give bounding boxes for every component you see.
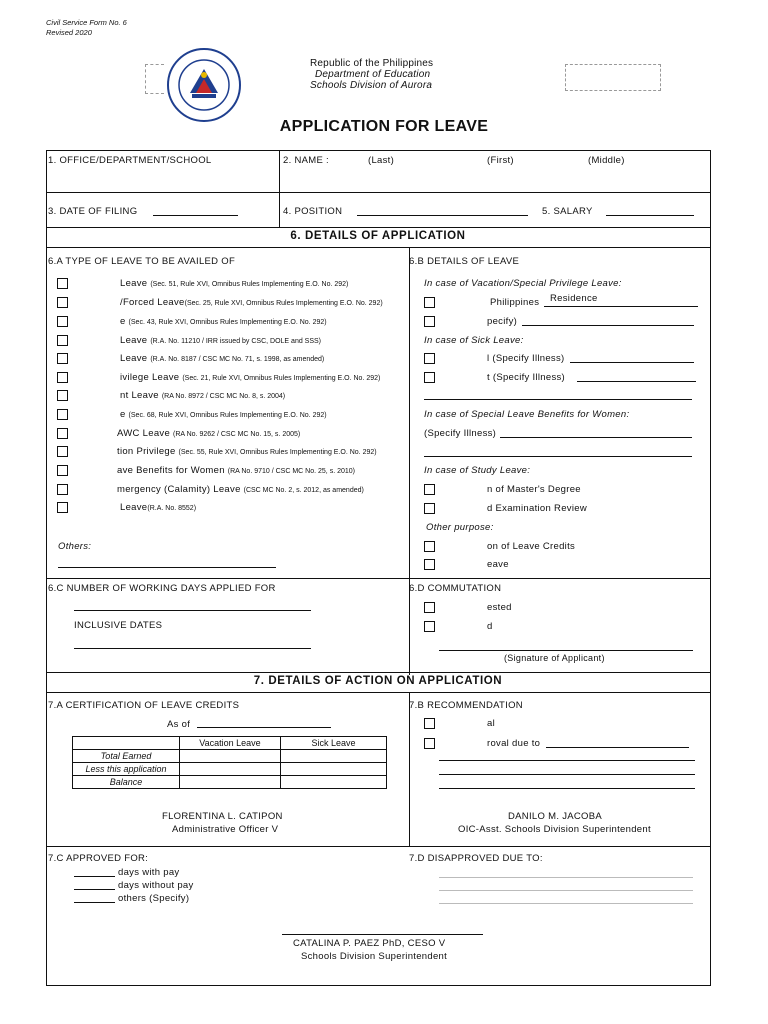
for-disapproval-checkbox[interactable] bbox=[424, 738, 435, 749]
leave-type-checkbox[interactable] bbox=[57, 390, 68, 401]
leave-type-checkbox[interactable] bbox=[57, 502, 68, 513]
leave-type-checkbox[interactable] bbox=[57, 335, 68, 346]
section-7b-heading: 7.B RECOMMENDATION bbox=[409, 700, 523, 711]
commutation-option-label: d bbox=[487, 621, 493, 632]
recommendation-line[interactable] bbox=[439, 774, 695, 775]
section-6b-heading: 6.B DETAILS OF LEAVE bbox=[409, 256, 520, 267]
others-specify-label: others (Specify) bbox=[118, 893, 190, 904]
left-frame-mark bbox=[145, 64, 164, 94]
out-patient-field[interactable] bbox=[577, 381, 696, 382]
divider bbox=[279, 150, 280, 227]
out-patient-checkbox[interactable] bbox=[424, 372, 435, 383]
divider bbox=[46, 227, 710, 228]
form-title: APPLICATION FOR LEAVE bbox=[279, 118, 489, 135]
philippines-field[interactable] bbox=[544, 306, 698, 307]
leave-type-item: Leave (R.A. No. 11210 / IRR issued by CSC, DOLE and SSS) bbox=[120, 335, 322, 346]
disapproved-reason-line[interactable] bbox=[439, 903, 693, 904]
bar-review-checkbox[interactable] bbox=[424, 503, 435, 514]
disapproval-reason-field[interactable] bbox=[546, 747, 689, 748]
leave-type-checkbox[interactable] bbox=[57, 428, 68, 439]
bar-review-label: d Examination Review bbox=[487, 503, 587, 514]
recommendation-line[interactable] bbox=[439, 760, 695, 761]
section-6a-heading: 6.A TYPE OF LEAVE TO BE AVAILED OF bbox=[48, 256, 236, 267]
sick-heading: In case of Sick Leave: bbox=[424, 335, 524, 346]
leave-type-checkbox[interactable] bbox=[57, 409, 68, 420]
masters-checkbox[interactable] bbox=[424, 484, 435, 495]
women-heading: In case of Special Leave Benefits for Women: bbox=[424, 409, 630, 420]
salary-label: 5. SALARY bbox=[542, 206, 593, 217]
leave-type-item: Leave(R.A. No. 8552) bbox=[120, 502, 197, 513]
credits-cell[interactable] bbox=[180, 750, 281, 763]
section-7d-heading: 7.D DISAPPROVED DUE TO: bbox=[409, 853, 543, 864]
less-application-label: Less this application bbox=[73, 763, 180, 776]
date-filing-label: 3. DATE OF FILING bbox=[48, 206, 138, 217]
out-patient-label: t (Specify Illness) bbox=[487, 372, 566, 383]
monetization-checkbox[interactable] bbox=[424, 541, 435, 552]
divider bbox=[46, 846, 710, 847]
leave-credits-table bbox=[72, 736, 387, 789]
officer-name: FLORENTINA L. CATIPON bbox=[162, 811, 283, 822]
for-approval-label: al bbox=[487, 718, 495, 729]
women-extra-field[interactable] bbox=[424, 456, 692, 457]
leave-type-checkbox[interactable] bbox=[57, 446, 68, 457]
position-label: 4. POSITION bbox=[283, 206, 343, 217]
section-6-heading: 6. DETAILS OF APPLICATION bbox=[290, 230, 466, 242]
department-text: Department of Education bbox=[315, 69, 431, 80]
leave-type-item: AWC Leave (RA No. 9262 / CSC MC No. 15, s. 2005) bbox=[117, 428, 301, 439]
total-earned-label: Total Earned bbox=[73, 750, 180, 763]
days-with-pay-label: days with pay bbox=[118, 867, 180, 878]
last-name-label: (Last) bbox=[368, 155, 395, 166]
form-revision: Revised 2020 bbox=[46, 28, 92, 37]
study-heading: In case of Study Leave: bbox=[424, 465, 531, 476]
days-without-pay-label: days without pay bbox=[118, 880, 194, 891]
leave-type-checkbox[interactable] bbox=[57, 465, 68, 476]
abroad-field[interactable] bbox=[522, 325, 694, 326]
others-field[interactable] bbox=[58, 567, 276, 568]
leave-type-checkbox[interactable] bbox=[57, 316, 68, 327]
credits-cell[interactable] bbox=[281, 776, 387, 789]
credits-cell[interactable] bbox=[281, 763, 387, 776]
commutation-option-label: ested bbox=[487, 602, 512, 613]
commutation-not-requested-checkbox[interactable] bbox=[424, 602, 435, 613]
divider bbox=[409, 247, 410, 675]
working-days-field[interactable] bbox=[74, 610, 311, 611]
leave-type-checkbox[interactable] bbox=[57, 297, 68, 308]
credits-cell[interactable] bbox=[180, 763, 281, 776]
divider bbox=[46, 578, 710, 579]
leave-type-item: ave Benefits for Women (RA No. 9710 / CSC MC No. 25, s. 2010) bbox=[117, 465, 355, 476]
asds-title: OIC-Asst. Schools Division Superintendent bbox=[458, 824, 651, 835]
leave-type-item: e (Sec. 43, Rule XVI, Omnibus Rules Implementing E.O. No. 292) bbox=[120, 316, 327, 327]
divider bbox=[46, 692, 710, 693]
as-of-label: As of bbox=[167, 719, 191, 730]
in-hospital-label: l (Specify Illness) bbox=[487, 353, 565, 364]
leave-type-item: Leave (R.A. No. 8187 / CSC MC No. 71, s. 1998, as amended) bbox=[120, 353, 325, 364]
salary-field[interactable] bbox=[606, 215, 694, 216]
days-with-pay-field[interactable] bbox=[74, 876, 115, 877]
section-7c-heading: 7.C APPROVED FOR: bbox=[48, 853, 149, 864]
sds-signature-line[interactable] bbox=[282, 934, 483, 935]
monetization-label: on of Leave Credits bbox=[487, 541, 576, 552]
asds-name: DANILO M. JACOBA bbox=[508, 811, 603, 822]
applicant-signature-label: (Signature of Applicant) bbox=[504, 653, 605, 663]
for-approval-checkbox[interactable] bbox=[424, 718, 435, 729]
divider bbox=[46, 192, 710, 193]
section-6c-heading: 6.C NUMBER OF WORKING DAYS APPLIED FOR bbox=[48, 583, 276, 594]
as-of-field[interactable] bbox=[197, 727, 331, 728]
masters-label: n of Master's Degree bbox=[487, 484, 581, 495]
others-label: Others: bbox=[58, 541, 92, 552]
inclusive-dates-field[interactable] bbox=[74, 648, 311, 649]
sds-title: Schools Division Superintendent bbox=[301, 951, 448, 962]
residence-value: Residence bbox=[550, 293, 598, 304]
divider bbox=[46, 672, 710, 673]
terminal-leave-checkbox[interactable] bbox=[424, 559, 435, 570]
disapproved-reason-line[interactable] bbox=[439, 877, 693, 878]
inclusive-dates-label: INCLUSIVE DATES bbox=[74, 620, 163, 631]
date-filing-field[interactable] bbox=[153, 215, 238, 216]
for-disapproval-label: roval due to bbox=[487, 738, 541, 749]
credits-corner-cell bbox=[73, 737, 180, 750]
position-field[interactable] bbox=[357, 215, 528, 216]
leave-type-checkbox[interactable] bbox=[57, 278, 68, 289]
leave-type-item: ivilege Leave (Sec. 21, Rule XVI, Omnibus Rules Implementing E.O. No. 292) bbox=[120, 372, 381, 383]
abroad-checkbox[interactable] bbox=[424, 316, 435, 327]
balance-label: Balance bbox=[73, 776, 180, 789]
within-philippines-checkbox[interactable] bbox=[424, 297, 435, 308]
philippines-label: Philippines bbox=[490, 297, 540, 308]
leave-type-item: mergency (Calamity) Leave (CSC MC No. 2, s. 2012, as amended) bbox=[117, 484, 364, 495]
divider bbox=[409, 692, 410, 847]
sick-leave-header: Sick Leave bbox=[281, 737, 387, 750]
leave-type-checkbox[interactable] bbox=[57, 353, 68, 364]
section-6d-heading: 6.D COMMUTATION bbox=[409, 583, 502, 594]
women-specify-label: (Specify Illness) bbox=[424, 428, 497, 439]
others-specify-field[interactable] bbox=[74, 902, 115, 903]
section-7a-heading: 7.A CERTIFICATION OF LEAVE CREDITS bbox=[48, 700, 240, 711]
vacation-leave-header: Vacation Leave bbox=[180, 737, 281, 750]
sds-name: CATALINA P. PAEZ PhD, CESO V bbox=[293, 938, 446, 949]
credits-cell[interactable] bbox=[281, 750, 387, 763]
leave-type-item: /Forced Leave(Sec. 25, Rule XVI, Omnibus Rules Implementing E.O. No. 292) bbox=[120, 297, 383, 308]
leave-type-item: e (Sec. 68, Rule XVI, Omnibus Rules Implementing E.O. No. 292) bbox=[120, 409, 327, 420]
middle-name-label: (Middle) bbox=[588, 155, 625, 166]
section-7-heading: 7. DETAILS OF ACTION ON APPLICATION bbox=[253, 675, 503, 687]
leave-type-checkbox[interactable] bbox=[57, 484, 68, 495]
vacation-heading: In case of Vacation/Special Privilege Leave: bbox=[424, 278, 622, 289]
officer-title: Administrative Officer V bbox=[172, 824, 279, 835]
receiving-stamp-box bbox=[565, 64, 661, 91]
leave-type-item: nt Leave (RA No. 8972 / CSC MC No. 8, s. 2004) bbox=[120, 390, 286, 401]
other-purpose-heading: Other purpose: bbox=[426, 522, 494, 533]
days-without-pay-field[interactable] bbox=[74, 889, 115, 890]
office-label: 1. OFFICE/DEPARTMENT/SCHOOL bbox=[48, 155, 212, 166]
divider bbox=[46, 247, 710, 248]
seal-lettering bbox=[166, 47, 242, 123]
credits-cell[interactable] bbox=[180, 776, 281, 789]
sick-extra-field[interactable] bbox=[424, 399, 692, 400]
leave-type-item: tion Privilege (Sec. 55, Rule XVI, Omnibus Rules Implementing E.O. No. 292) bbox=[117, 446, 377, 457]
form-number: Civil Service Form No. 6 bbox=[46, 18, 127, 27]
republic-text: Republic of the Philippines bbox=[310, 58, 434, 69]
disapproved-reason-line[interactable] bbox=[439, 890, 693, 891]
terminal-leave-label: eave bbox=[487, 559, 509, 570]
abroad-specify-label: pecify) bbox=[487, 316, 518, 327]
in-hospital-field[interactable] bbox=[570, 362, 694, 363]
commutation-requested-checkbox[interactable] bbox=[424, 621, 435, 632]
division-text: Schools Division of Aurora bbox=[310, 80, 433, 91]
women-field[interactable] bbox=[500, 437, 692, 438]
first-name-label: (First) bbox=[487, 155, 514, 166]
applicant-signature-field[interactable] bbox=[439, 650, 693, 651]
name-label: 2. NAME : bbox=[283, 155, 329, 166]
recommendation-line[interactable] bbox=[439, 788, 695, 789]
in-hospital-checkbox[interactable] bbox=[424, 353, 435, 364]
leave-type-checkbox[interactable] bbox=[57, 372, 68, 383]
leave-type-item: Leave (Sec. 51, Rule XVI, Omnibus Rules Implementing E.O. No. 292) bbox=[120, 278, 349, 289]
